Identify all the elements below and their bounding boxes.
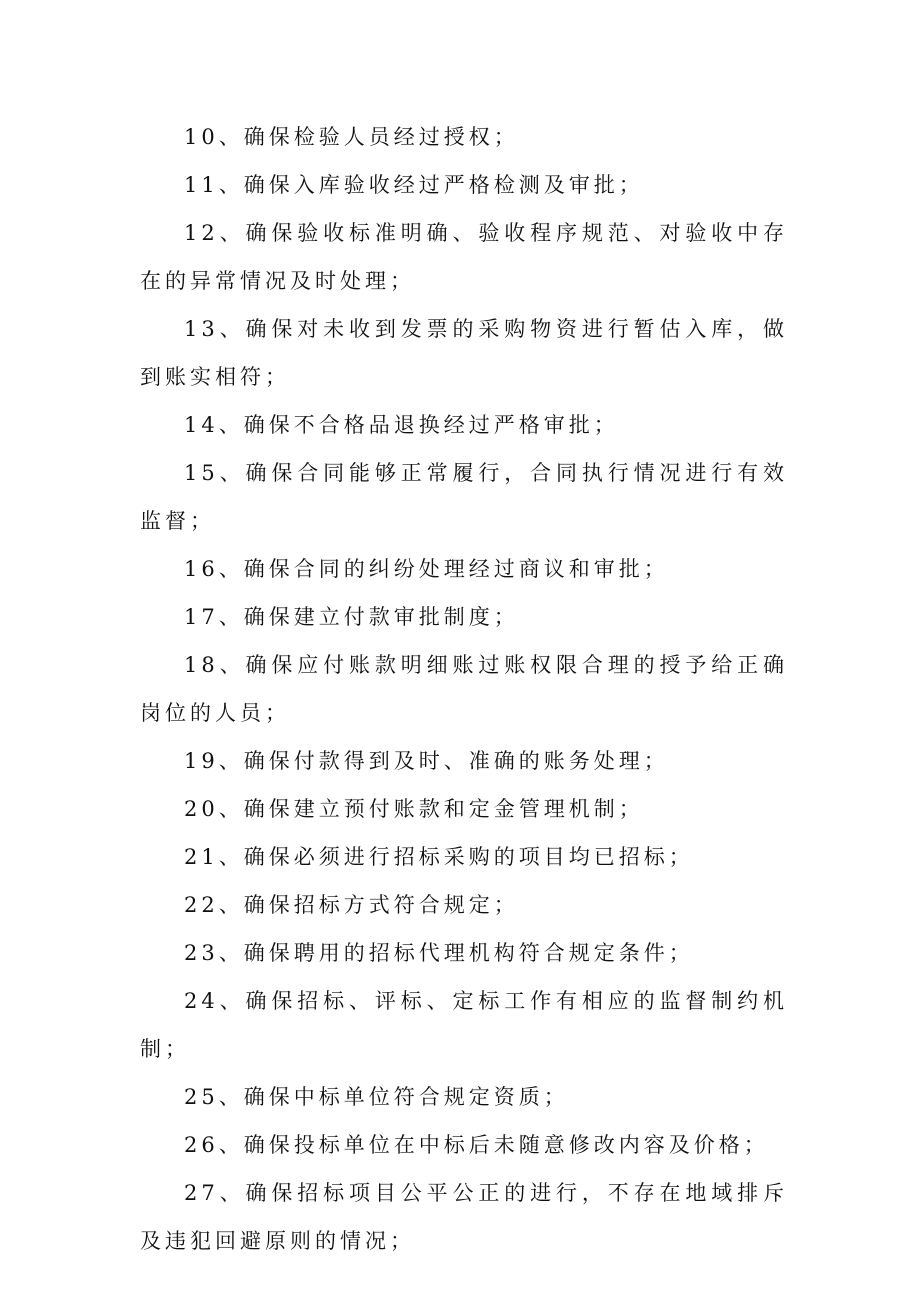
list-item-19: 19、确保付款得到及时、准确的账务处理；: [184, 749, 669, 773]
list-item-22: 22、确保招标方式符合规定；: [184, 893, 519, 917]
list-item-13: 13、确保对未收到发票的采购物资进行暂估入库，做到账实相符；: [140, 317, 788, 389]
list-item-24: 24、确保招标、评标、定标工作有相应的监督制约机制；: [140, 989, 788, 1061]
list-item-26: 26、确保投标单位在中标后未随意修改内容及价格；: [184, 1133, 769, 1157]
list-item-27: 27、确保招标项目公平公正的进行，不存在地域排斥及违犯回避原则的情况；: [140, 1181, 788, 1253]
list-item-16: 16、确保合同的纠纷处理经过商议和审批；: [184, 557, 669, 581]
list-item-17: 17、确保建立付款审批制度；: [184, 605, 519, 629]
list-item-12: 12、确保验收标准明确、验收程序规范、对验收中存在的异常情况及时处理；: [140, 221, 788, 293]
document-body: [140, 113, 788, 1265]
list-item-25: 25、确保中标单位符合规定资质；: [184, 1085, 569, 1109]
list-item-20: 20、确保建立预付账款和定金管理机制；: [184, 797, 644, 821]
list-item-14: 14、确保不合格品退换经过严格审批；: [184, 413, 619, 437]
list-item-10: 10、确保检验人员经过授权；: [184, 125, 519, 149]
list-item-15: 15、确保合同能够正常履行，合同执行情况进行有效监督；: [140, 461, 788, 533]
list-item-18: 18、确保应付账款明细账过账权限合理的授予给正确岗位的人员；: [140, 653, 788, 725]
list-item-11: 11、确保入库验收经过严格检测及审批；: [184, 173, 644, 197]
list-item-21: 21、确保必须进行招标采购的项目均已招标；: [184, 845, 694, 869]
list-item-23: 23、确保聘用的招标代理机构符合规定条件；: [184, 941, 694, 965]
